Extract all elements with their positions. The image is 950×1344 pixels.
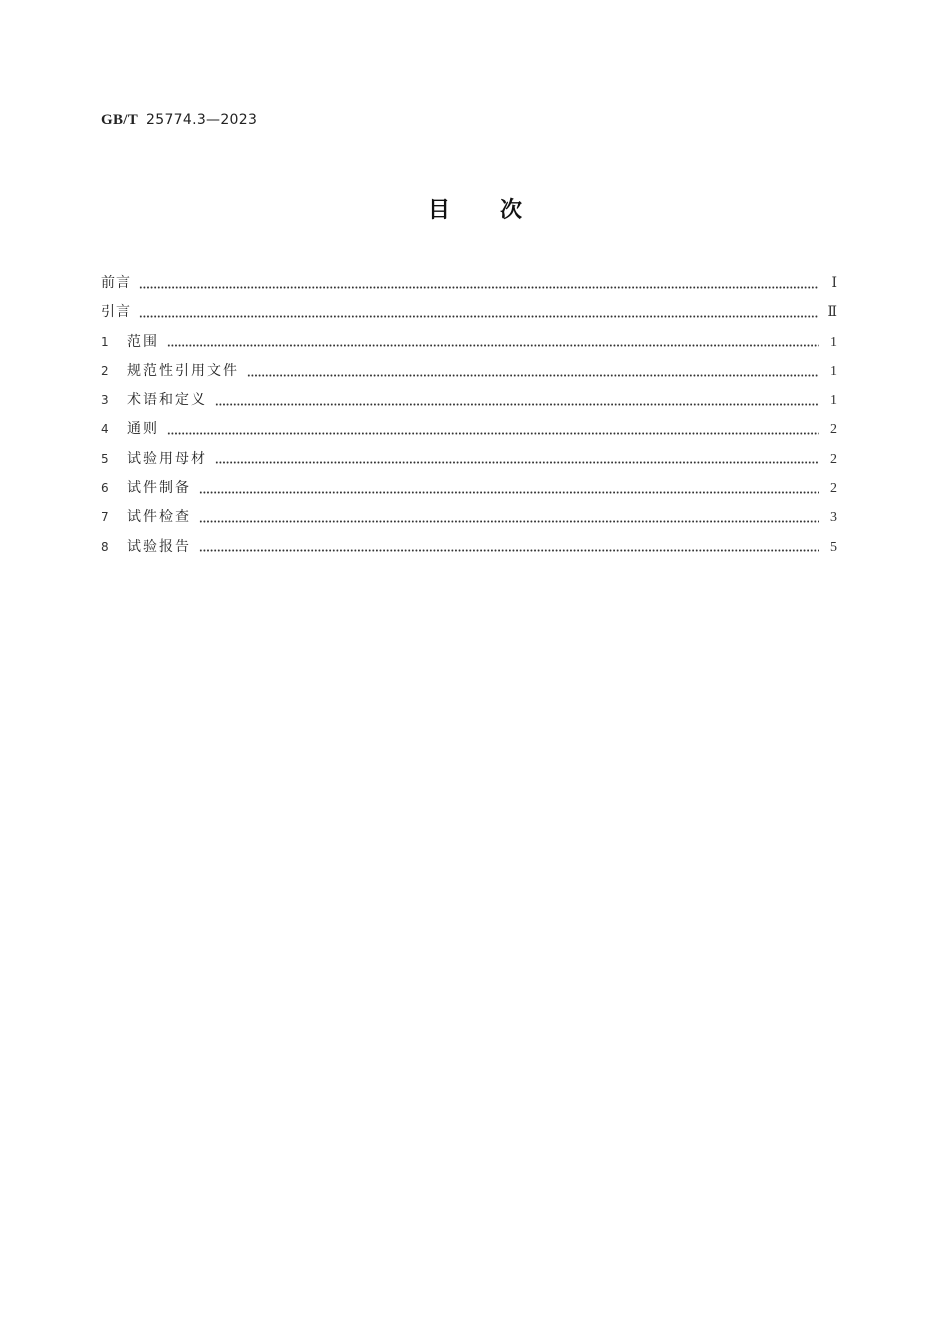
toc-entry-general[interactable] [101, 415, 837, 444]
toc-entry-number: 1 [101, 334, 109, 349]
toc-entry-label: 试验用母材 [127, 450, 207, 467]
toc-entry-label: 前言 [101, 275, 131, 291]
toc-entry-page: 3 [830, 510, 837, 526]
toc-entry-number: 7 [101, 510, 109, 525]
toc-entry-page: 2 [830, 422, 837, 438]
page-title: 目次 [427, 198, 572, 223]
dot-leader [199, 540, 819, 554]
toc-entry-number: 3 [101, 393, 109, 408]
toc-entry-number: 5 [101, 451, 109, 466]
toc-entry-page: 2 [830, 481, 837, 497]
standard-number: 25774.3—2023 [146, 112, 258, 128]
dot-leader [139, 277, 819, 291]
toc-entry-label: 引言 [101, 304, 131, 321]
toc-entry-test-base-material[interactable] [101, 445, 837, 474]
toc-entry-foreword[interactable] [101, 269, 837, 298]
toc-entry-page: Ⅰ [831, 276, 837, 291]
toc-entry-label: 试验报告 [127, 538, 191, 555]
toc-entry-normative-references[interactable] [101, 357, 837, 386]
toc-entry-number: 4 [101, 422, 109, 437]
toc-entry-specimen-preparation[interactable] [101, 474, 837, 503]
dot-leader [139, 306, 819, 320]
toc-entry-specimen-inspection[interactable] [101, 503, 837, 532]
dot-leader [247, 365, 819, 379]
toc-entry-page: 5 [830, 539, 837, 555]
toc-entry-page: 2 [830, 451, 837, 467]
toc-entry-label: 规范性引用文件 [127, 362, 239, 379]
toc-entry-terms-definitions[interactable] [101, 386, 837, 415]
standard-code [101, 112, 257, 129]
dot-leader [167, 423, 819, 437]
toc-entry-number: 2 [101, 363, 109, 378]
toc-entry-label: 范围 [127, 333, 159, 350]
dot-leader [215, 394, 819, 408]
toc-entry-introduction[interactable] [101, 298, 837, 327]
table-of-contents [101, 269, 837, 562]
toc-entry-page: 1 [830, 393, 837, 409]
toc-entry-label: 试件检查 [127, 509, 191, 526]
dot-leader [199, 511, 819, 525]
dot-leader [199, 482, 819, 496]
toc-entry-test-report[interactable] [101, 533, 837, 562]
toc-entry-label: 术语和定义 [127, 392, 207, 409]
toc-entry-number: 6 [101, 481, 109, 496]
toc-entry-page: 1 [830, 363, 837, 379]
toc-entry-number: 8 [101, 539, 109, 554]
toc-entry-page: Ⅱ [827, 305, 837, 321]
standard-prefix: GB/T [101, 112, 139, 128]
toc-entry-page: 1 [830, 334, 837, 350]
toc-entry-scope[interactable] [101, 328, 837, 357]
dot-leader [167, 335, 819, 349]
toc-entry-label: 试件制备 [127, 480, 191, 497]
dot-leader [215, 452, 819, 466]
toc-entry-label: 通则 [127, 421, 159, 438]
